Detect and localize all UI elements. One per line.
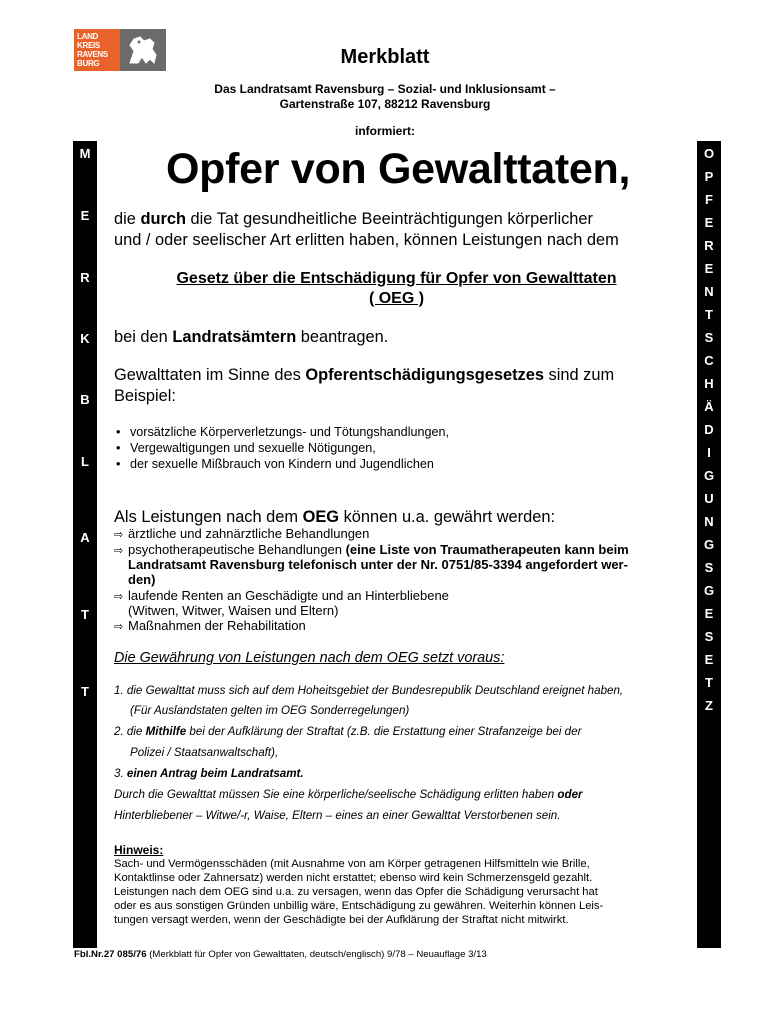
strip-letter: E <box>704 606 714 621</box>
district-logo <box>74 29 120 71</box>
strip-letter: T <box>81 607 89 622</box>
logo-wordmark: LAND KREIS RAVENS BURG <box>77 32 108 68</box>
condition-item: 3. einen Antrag beim Landratsamt. <box>114 767 304 780</box>
hint-line: Leistungen nach dem OEG sind u.a. zu versagen, wenn das Opfer die Schädigung verursacht hat <box>114 886 598 898</box>
benefit-item: ⇨ Maßnahmen der Rehabilitation <box>114 618 306 633</box>
hint-line: Sach- und Vermögensschäden (mit Ausnahme von am Körper getragenen Hilfsmitteln wie Brille, <box>114 858 590 870</box>
strip-letter: P <box>704 169 714 184</box>
strip-letter: Z <box>705 698 713 713</box>
strip-letter: G <box>703 583 715 598</box>
strip-letter: O <box>703 146 715 161</box>
list-item: • vorsätzliche Körperverletzungs- und Tötungshandlungen, <box>116 425 450 439</box>
strip-letter: T <box>81 684 89 699</box>
strip-letter: K <box>80 331 90 346</box>
strip-letter: U <box>704 491 714 506</box>
strip-letter: I <box>707 445 711 460</box>
benefit-item-continued: den) <box>128 572 156 587</box>
condition-item-continued: Polizei / Staatsanwaltschaft), <box>130 746 279 759</box>
strip-letter: N <box>704 284 714 299</box>
strip-letter: M <box>79 146 91 161</box>
header-title: Merkblatt <box>340 46 430 68</box>
hint-heading: Hinweis: <box>114 843 164 857</box>
hint-line: tungen versagt werden, wenn der Geschädigte bei der Aufklärung der Straftat nicht mitwirkt. <box>114 914 569 926</box>
condition-note-continued: Hinterbliebener – Witwe/-r, Waise, Eltern – eines an einer Gewalttat Verstorbenen sein. <box>114 809 561 822</box>
strip-letter: E <box>704 215 714 230</box>
conditions-heading: Die Gewährung von Leistungen nach dem OEG setzt voraus: <box>114 650 505 666</box>
list-item: • der sexuelle Mißbrauch von Kindern und Jugendlichen <box>116 457 434 471</box>
strip-letter: S <box>704 560 714 575</box>
header-informs: informiert: <box>355 124 415 138</box>
arrow-right-icon: ⇨ <box>114 591 124 603</box>
arrow-right-icon: ⇨ <box>114 529 124 541</box>
benefit-item: ⇨ laufende Renten an Geschädigte und an Hinterbliebene <box>114 588 449 603</box>
header-organization: Das Landratsamt Ravensburg – Sozial- und Inklusionsamt – <box>214 82 556 96</box>
page-title: Opfer von Gewalttaten, <box>166 145 631 193</box>
condition-item: 1. die Gewalttat muss sich auf dem Hoheitsgebiet der Bundesrepublik Deutschland ereignet haben, <box>114 684 624 697</box>
left-side-strip <box>73 141 97 948</box>
form-footer: Fbl.Nr.27 085/76 (Merkblatt für Opfer von Gewalttaten, deutsch/englisch) 9/78 – Neuauflage 3/13 <box>74 949 487 960</box>
condition-note: Durch die Gewalttat müssen Sie eine körperliche/seelische Schädigung erlitten haben oder <box>114 788 583 801</box>
header-address: Gartenstraße 107, 88212 Ravensburg <box>279 97 491 111</box>
strip-letter: S <box>704 629 714 644</box>
strip-letter: E <box>80 208 90 223</box>
strip-letter: Ä <box>704 399 714 414</box>
condition-item-note: (Für Auslandstaten gelten im OEG Sonderregelungen) <box>130 704 410 717</box>
strip-letter: T <box>705 675 713 690</box>
strip-letter: E <box>704 261 714 276</box>
strip-letter: B <box>80 392 90 407</box>
hint-line: Kontaktlinse oder Zahnersatz) werden nicht erstattet; ebenso wird kein Schmerzensgeld gezahlt. <box>114 872 593 884</box>
strip-letter: D <box>704 422 714 437</box>
hint-line: oder es aus sonstigen Gründen unbillig wäre, Entschädigung zu gewähren. Weiterhin können Leis- <box>114 900 604 912</box>
strip-letter: C <box>704 353 714 368</box>
benefits-heading: Als Leistungen nach dem OEG können u.a. gewährt werden: <box>114 508 556 526</box>
arrow-right-icon: ⇨ <box>114 545 124 557</box>
benefit-item-continued: (Witwen, Witwer, Waisen und Eltern) <box>128 603 339 618</box>
strip-letter: A <box>80 530 90 545</box>
strip-letter: R <box>704 238 714 253</box>
strip-letter: S <box>704 330 714 345</box>
examples-intro-line-1: Gewalttaten im Sinne des Opferentschädigungsgesetzes sind zum <box>114 366 615 384</box>
law-title: Gesetz über die Entschädigung für Opfer von Gewalttaten <box>176 270 617 287</box>
apply-text: bei den Landratsämtern beantragen. <box>114 328 389 346</box>
strip-letter: R <box>80 270 90 285</box>
strip-letter: T <box>705 307 713 322</box>
strip-letter: H <box>704 376 714 391</box>
strip-letter: G <box>703 468 715 483</box>
right-side-strip <box>697 141 721 948</box>
strip-letter: L <box>81 454 89 469</box>
condition-item: 2. die Mithilfe bei der Aufklärung der Straftat (z.B. die Erstattung einer Strafanzeige bei der <box>114 725 582 738</box>
arrow-right-icon: ⇨ <box>114 621 124 633</box>
law-abbreviation: ( OEG ) <box>368 290 425 307</box>
strip-letter: G <box>703 537 715 552</box>
intro-line-2: und / oder seelischer Art erlitten haben, können Leistungen nach dem <box>114 231 619 249</box>
list-item: • Vergewaltigungen und sexuelle Nötigungen, <box>116 441 376 455</box>
benefit-item-continued: Landratsamt Ravensburg telefonisch unter der Nr. 0751/85-3394 angefordert wer- <box>128 557 628 572</box>
strip-letter: N <box>704 514 714 529</box>
examples-intro-line-2: Beispiel: <box>114 387 176 405</box>
benefit-item: ⇨ psychotherapeutische Behandlungen (eine Liste von Traumatherapeuten kann beim <box>114 542 629 557</box>
benefit-item: ⇨ ärztliche und zahnärztliche Behandlungen <box>114 526 370 541</box>
intro-line-1: die durch die Tat gesundheitliche Beeinträchtigungen körperlicher <box>114 210 593 228</box>
strip-letter: F <box>705 192 713 207</box>
strip-letter: E <box>704 652 714 667</box>
